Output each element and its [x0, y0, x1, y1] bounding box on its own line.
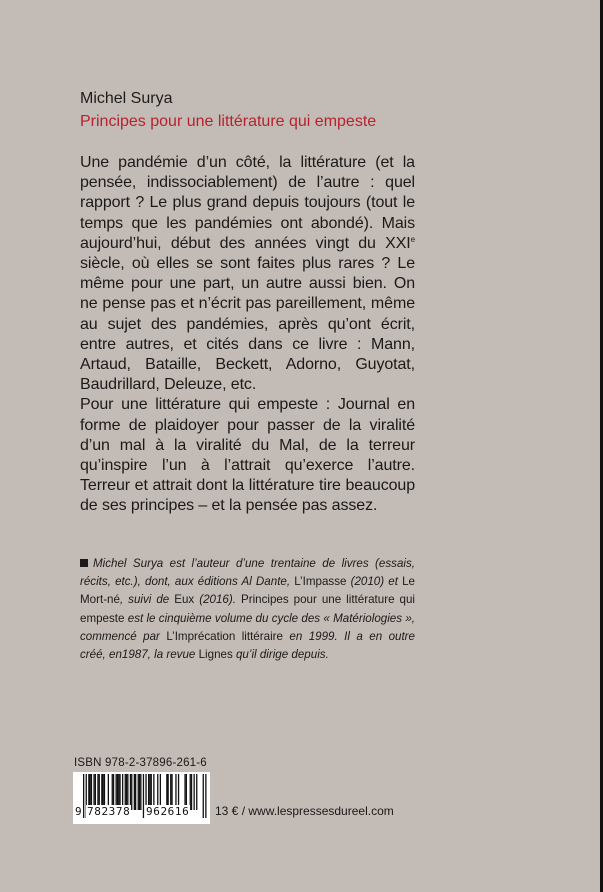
- book-title: Principes pour une littérature qui empeste: [80, 113, 377, 130]
- barcode-bar: [138, 774, 139, 810]
- blurb-p1-part-b: siècle, où elles se sont faites plus rares ? Le même pour une part, un autre aussi bien. On ne pense pas et n’écrit pas pareillement, même au sujet des pandémies, après qu’ont écrit, entre autres, et cités dans ce livre : Mann, Artaud, Bataille, Beckett, Adorno, Guyotat, Baudrillard, Deleuze, etc.: [80, 255, 415, 394]
- barcode-bar: [196, 774, 197, 810]
- bio-text-7: qu’il dirige depuis.: [232, 648, 329, 662]
- bio-book-mort-ne: Le Mort-né: [80, 575, 415, 607]
- bio-journal-lignes: Lignes: [198, 648, 233, 662]
- barcode-bar: [139, 774, 140, 810]
- barcode-left-group: 782378: [87, 805, 131, 818]
- barcode-bar: [143, 774, 144, 818]
- barcode-bar: [134, 774, 135, 810]
- barcode-bar: [203, 774, 204, 818]
- bio-book-eux: Eux: [174, 593, 195, 607]
- barcode-bar: [135, 774, 136, 810]
- bio-text-4: (2016).: [194, 593, 241, 607]
- barcode-bar: [194, 774, 195, 810]
- bio-text-2: (2010) et: [346, 575, 403, 589]
- blurb-paragraph-2: Pour une littérature qui empeste : Journal en forme de plaidoyer pour passer de la viralité d’un mal à la viralité du Mal, de la terreur qu’inspire l’un à l’attrait qu’exerce l’autre. Terreur et attrait dont la littérature tire beaucoup de ses principes – et la pensée pas assez.: [80, 396, 415, 515]
- bio-book-impasse: L’Impasse: [294, 575, 347, 589]
- bio-text-1: Michel Surya est l’auteur d’une trentaine de livres (essais, récits, etc.), dont, aux éditions Al Dante,: [80, 557, 415, 589]
- author-bio: [80, 555, 415, 664]
- barcode-bar: [205, 774, 206, 818]
- barcode-bar: [140, 774, 141, 810]
- blurb-paragraph-1: [80, 153, 415, 395]
- bio-text-3: , suivi de: [119, 593, 175, 607]
- bio-book-principes: Principes pour une littérature qui empeste: [80, 593, 415, 625]
- barcode-bar: [191, 774, 192, 810]
- barcode-bar: [83, 774, 84, 818]
- barcode: [73, 772, 210, 824]
- isbn-label: ISBN 978-2-37896-261-6: [74, 757, 207, 769]
- century-superscript: e: [410, 234, 415, 244]
- bullet-square-icon: [80, 559, 88, 567]
- price-and-website: 13 € / www.lespressesdureel.com: [215, 804, 394, 818]
- bio-text-6: en 1999. Il a en outre créé, en1987, la revue: [80, 629, 415, 662]
- blurb-p1-part-a: Une pandémie d’un côté, la littérature (et la pensée, indissociablement) de l’autre : quel rapport ? Le plus grand depuis toujours (tout le temps que les pandémies ont abondé). Mais aujourd’hui, début des années vingt du XXI: [80, 154, 415, 252]
- barcode-right-group: 962616: [146, 805, 190, 818]
- back-cover-blurb: [80, 153, 415, 517]
- bio-book-imprecation: L’Imprécation littéraire: [166, 629, 283, 643]
- barcode-lead-digit: 9: [75, 805, 82, 818]
- author-name: Michel Surya: [80, 90, 173, 107]
- bio-text-5: est le cinquième volume du cycle des « Matériologies », commencé par: [80, 611, 415, 643]
